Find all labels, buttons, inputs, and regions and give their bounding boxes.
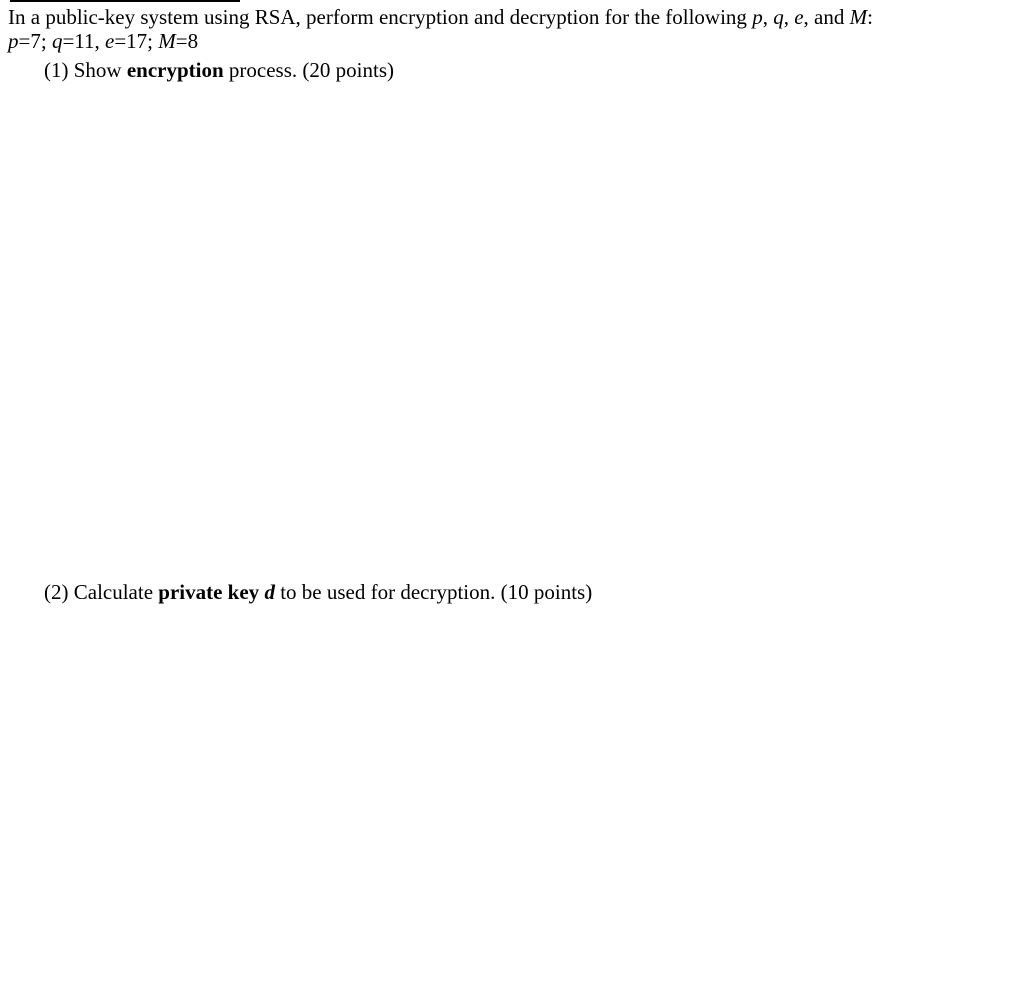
param-m-name: M xyxy=(158,29,176,53)
separator: , xyxy=(762,5,774,29)
part-1-emphasis: encryption xyxy=(126,58,224,82)
colon: : xyxy=(867,5,873,29)
param-e-name: e xyxy=(105,29,115,53)
separator: , and xyxy=(803,5,850,29)
question-intro-line xyxy=(8,5,873,29)
var-m: M xyxy=(849,5,868,29)
part-2-answer-area xyxy=(8,612,1008,982)
part-2-prompt xyxy=(44,580,592,604)
intro-text: In a public-key system using RSA, perform encryption and decryption for the following xyxy=(8,5,753,29)
part-1-prompt xyxy=(44,58,394,82)
part-1-prefix: (1) Show xyxy=(44,58,127,82)
part-2-var-d: d xyxy=(264,580,275,604)
param-p-value: =7; xyxy=(18,29,52,53)
part-2-suffix: to be used for decryption. (10 points) xyxy=(274,580,593,604)
separator: , xyxy=(783,5,795,29)
part-1-suffix: process. (20 points) xyxy=(223,58,394,82)
param-q-value: =11, xyxy=(62,29,106,53)
part-2-emphasis: private key xyxy=(158,580,265,604)
param-q-name: q xyxy=(51,29,63,53)
question-statement xyxy=(8,5,873,53)
var-e: e xyxy=(794,5,804,29)
var-p: p xyxy=(752,5,763,29)
part-2-prefix: (2) Calculate xyxy=(44,580,159,604)
var-q: q xyxy=(773,5,784,29)
param-m-value: =8 xyxy=(175,29,199,53)
param-e-value: =17; xyxy=(114,29,159,53)
part-1-answer-area xyxy=(8,90,1008,570)
param-p-name: p xyxy=(8,29,19,53)
top-divider xyxy=(10,0,240,2)
parameters-line xyxy=(8,29,873,53)
